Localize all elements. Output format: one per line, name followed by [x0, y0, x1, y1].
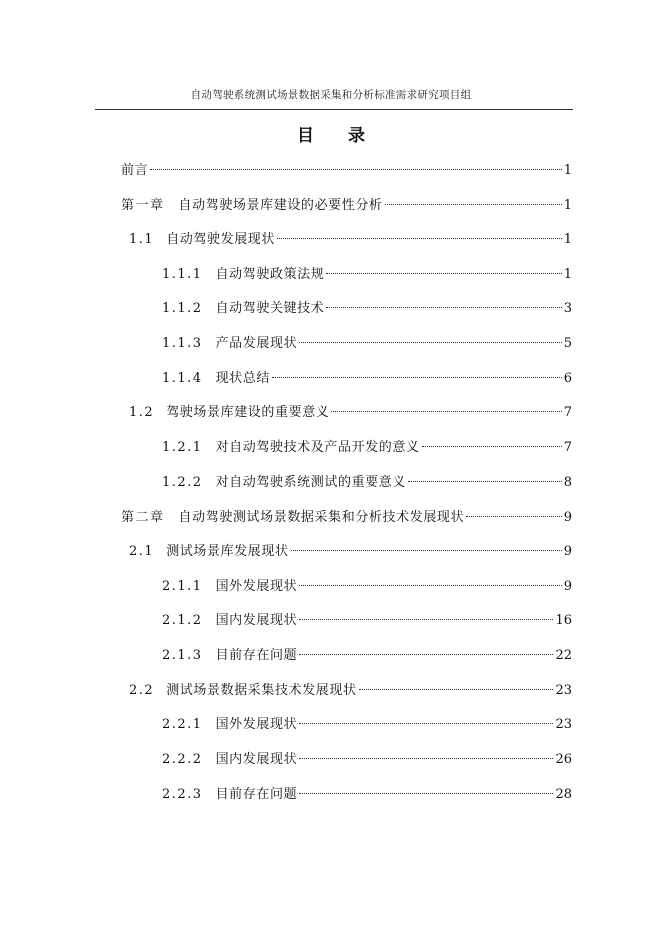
- toc-entry-page[interactable]: 28: [555, 787, 572, 802]
- toc-leader-dots: [359, 689, 554, 690]
- toc-leader-dots: [291, 550, 562, 551]
- toc-leader-dots: [277, 238, 562, 239]
- toc-entry[interactable]: [162, 715, 572, 735]
- toc-entry[interactable]: [121, 508, 572, 528]
- toc-leader-dots: [466, 516, 562, 517]
- toc-entry[interactable]: [162, 265, 572, 285]
- toc-entry-page[interactable]: 9: [563, 579, 572, 594]
- toc-entry[interactable]: [129, 403, 572, 423]
- toc-entry[interactable]: [129, 681, 572, 701]
- toc-leader-dots: [299, 723, 553, 724]
- toc-entry-number: 2.1.2: [162, 613, 203, 628]
- toc-entry-title[interactable]: 国外发展现状: [215, 717, 298, 732]
- toc-entry-page[interactable]: 22: [555, 648, 572, 663]
- toc-entry-title[interactable]: 目前存在问题: [215, 787, 298, 802]
- toc-leader-dots: [408, 481, 562, 482]
- toc-leader-dots: [299, 654, 553, 655]
- toc-leader-dots: [299, 758, 553, 759]
- toc-entry-page[interactable]: 9: [563, 510, 572, 525]
- toc-entry-page[interactable]: 6: [563, 371, 572, 386]
- toc-entry-title[interactable]: 自动驾驶关键技术: [215, 301, 325, 316]
- toc-entry-title[interactable]: 前言: [121, 163, 149, 178]
- toc-entry-number: 1.2.1: [162, 440, 203, 455]
- toc-entry[interactable]: [162, 785, 572, 805]
- toc-entry[interactable]: [162, 611, 572, 631]
- toc-entry[interactable]: [162, 334, 572, 354]
- toc-entry-page[interactable]: 1: [563, 232, 572, 247]
- toc-entry-number: 2.1: [129, 544, 155, 559]
- toc-entry[interactable]: [162, 577, 572, 597]
- toc-leader-dots: [326, 273, 561, 274]
- toc-entry[interactable]: [162, 299, 572, 319]
- toc-entry-number: 1.1.1: [162, 267, 203, 282]
- toc-leader-dots: [299, 342, 562, 343]
- toc-entry-title[interactable]: 对自动驾驶系统测试的重要意义: [215, 475, 406, 490]
- toc-entry[interactable]: [162, 369, 572, 389]
- toc-entry-title[interactable]: 目前存在问题: [215, 648, 298, 663]
- toc-leader-dots: [150, 169, 562, 170]
- toc-entry-number: 1.2.2: [162, 475, 203, 490]
- toc-entry-number: 2.2.3: [162, 787, 203, 802]
- toc-entry[interactable]: [129, 230, 572, 250]
- toc-leader-dots: [299, 585, 562, 586]
- toc-entry-page[interactable]: 1: [563, 267, 572, 282]
- toc-entry-number: 第二章: [121, 510, 165, 525]
- toc-entry-page[interactable]: 7: [563, 405, 572, 420]
- toc-entry-number: 1.1.4: [162, 371, 203, 386]
- toc-entry-title[interactable]: 自动驾驶测试场景数据采集和分析技术发展现状: [178, 510, 465, 525]
- toc-entry-number: 2.2.2: [162, 752, 203, 767]
- toc-entry-title[interactable]: 国外发展现状: [215, 579, 298, 594]
- toc-entry-title[interactable]: 产品发展现状: [215, 336, 298, 351]
- toc-entry-number: 2.2: [129, 683, 155, 698]
- toc-entry[interactable]: [162, 438, 572, 458]
- toc-entry-page[interactable]: 16: [555, 613, 572, 628]
- toc-entry-title[interactable]: 现状总结: [215, 371, 270, 386]
- toc-entry-page[interactable]: 3: [563, 301, 572, 316]
- toc-entry-title[interactable]: 自动驾驶场景库建设的必要性分析: [178, 198, 383, 213]
- toc-entry[interactable]: [121, 196, 572, 216]
- toc-entry-page[interactable]: 7: [563, 440, 572, 455]
- toc-entry-title[interactable]: 测试场景库发展现状: [166, 544, 289, 559]
- toc-entry-page[interactable]: 26: [555, 752, 572, 767]
- toc-leader-dots: [422, 446, 562, 447]
- toc-leader-dots: [331, 411, 561, 412]
- toc-entry-page[interactable]: 23: [555, 717, 572, 732]
- toc-entry-number: 2.1.1: [162, 579, 203, 594]
- toc-entry-title[interactable]: 自动驾驶政策法规: [215, 267, 325, 282]
- toc-entry-page[interactable]: 1: [563, 163, 572, 178]
- toc-entry-number: 1.1.3: [162, 336, 203, 351]
- toc-entry[interactable]: [129, 542, 572, 562]
- toc-entry-number: 第一章: [121, 198, 165, 213]
- toc-entry-title[interactable]: 驾驶场景库建设的重要意义: [166, 405, 330, 420]
- toc-entry[interactable]: [162, 750, 572, 770]
- toc-entry-page[interactable]: 8: [563, 475, 572, 490]
- toc-entry-title[interactable]: 国内发展现状: [215, 752, 298, 767]
- header-text: 自动驾驶系统测试场景数据采集和分析标准需求研究项目组: [190, 89, 472, 101]
- toc-entry[interactable]: [121, 161, 572, 181]
- toc-leader-dots: [272, 377, 562, 378]
- toc-leader-dots: [299, 619, 553, 620]
- toc-entry-title[interactable]: 自动驾驶发展现状: [166, 232, 275, 247]
- toc-entry[interactable]: [162, 646, 572, 666]
- toc-entry-page[interactable]: 1: [563, 198, 572, 213]
- toc-entry-page[interactable]: 23: [555, 683, 572, 698]
- toc-entry-number: 1.2: [129, 405, 155, 420]
- toc-entry-number: 2.2.1: [162, 717, 203, 732]
- toc-title: 目 录: [297, 126, 379, 146]
- toc-entry-title[interactable]: 对自动驾驶技术及产品开发的意义: [215, 440, 420, 455]
- toc-entry-number: 1.1.2: [162, 301, 203, 316]
- toc-entry-page[interactable]: 9: [563, 544, 572, 559]
- toc-entry-title[interactable]: 国内发展现状: [215, 613, 298, 628]
- toc-leader-dots: [299, 793, 553, 794]
- toc-entry-title[interactable]: 测试场景数据采集技术发展现状: [166, 683, 357, 698]
- toc-leader-dots: [385, 204, 562, 205]
- toc-entry[interactable]: [162, 473, 572, 493]
- toc-entry-number: 1.1: [129, 232, 155, 247]
- toc-entry-page[interactable]: 5: [563, 336, 572, 351]
- toc-leader-dots: [326, 307, 561, 308]
- toc-entry-number: 2.1.3: [162, 648, 203, 663]
